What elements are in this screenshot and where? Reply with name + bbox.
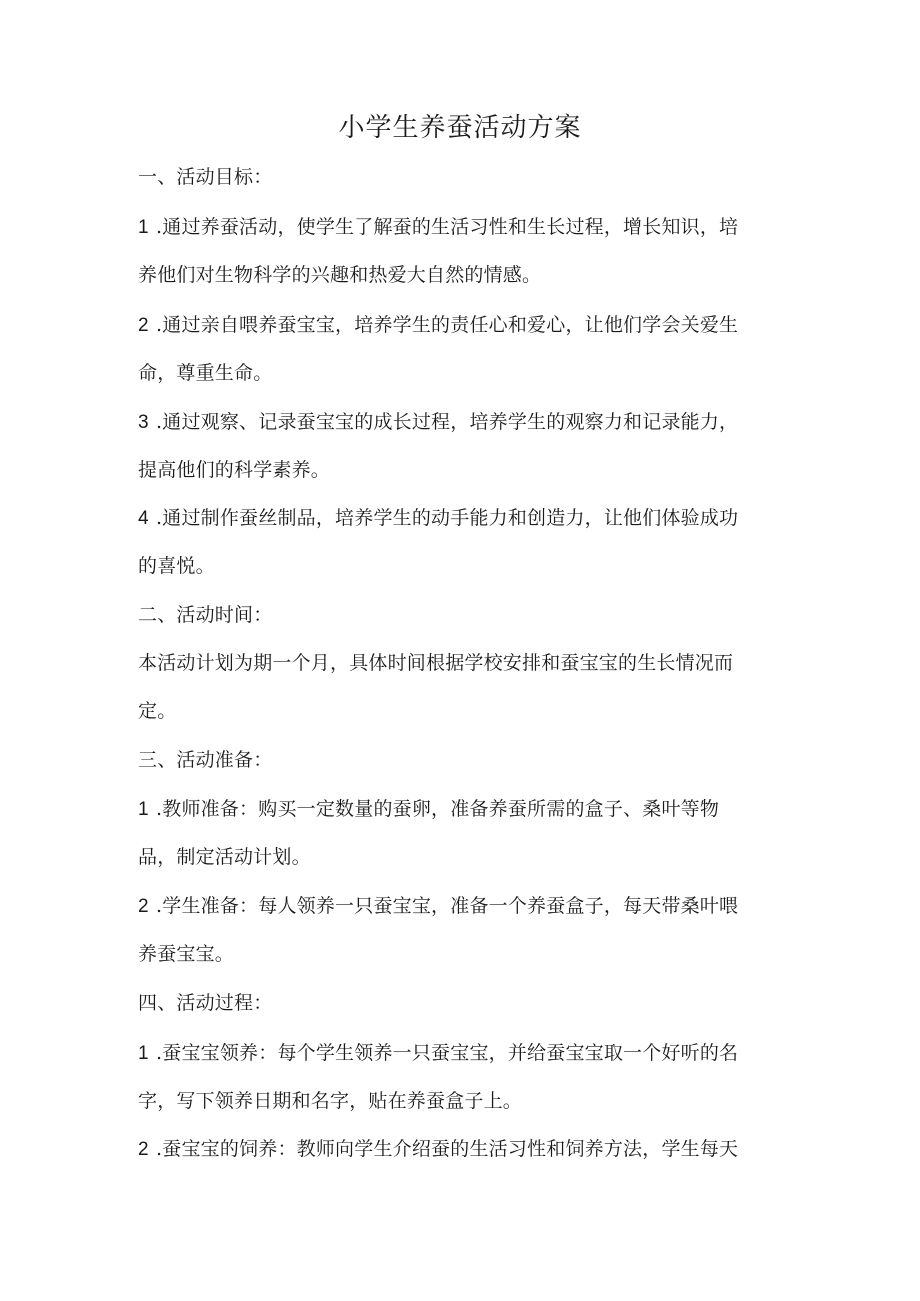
section-heading-goals: 一、活动目标： [138,166,273,188]
goal-item-4 [138,503,738,534]
paragraph-line: 提高他们的科学素养。 [138,459,331,481]
paragraph-line: 养蚕宝宝。 [138,943,235,965]
section-heading-preparation: 三、活动准备： [138,749,273,771]
paragraph-line: 字，写下领养日期和名字，贴在养蚕盒子上。 [138,1090,523,1112]
list-number: 3 [138,412,149,433]
paragraph-text: .学生准备：每人领养一只蚕宝宝，准备一个养蚕盒子，每天带桑叶喂 [156,895,739,917]
paragraph-text: .通过制作蚕丝制品，培养学生的动手能力和创造力，让他们体验成功 [156,507,739,529]
goal-item-2 [138,310,738,341]
paragraph-text: .通过养蚕活动，使学生了解蚕的生活习性和生长过程，增长知识，培 [156,216,739,238]
list-number: 2 [138,315,149,336]
list-number: 2 [138,896,149,917]
paragraph-line: 的喜悦。 [138,555,215,577]
prep-item-2 [138,891,738,922]
paragraph-line: 本活动计划为期一个月，具体时间根据学校安排和蚕宝宝的生长情况而 [138,652,734,674]
process-item-2 [138,1134,738,1165]
list-number: 1 [138,1043,149,1064]
paragraph-text: .蚕宝宝领养：每个学生领养一只蚕宝宝，并给蚕宝宝取一个好听的名 [156,1042,739,1064]
prep-item-1 [138,794,719,825]
list-number: 2 [138,1139,149,1160]
list-number: 4 [138,508,149,529]
paragraph-text: .通过亲自喂养蚕宝宝，培养学生的责任心和爱心，让他们学会关爱生 [156,314,739,336]
paragraph-text: .教师准备：购买一定数量的蚕卵，准备养蚕所需的盒子、桑叶等物 [156,798,720,820]
paragraph-line: 品，制定活动计划。 [138,846,311,868]
goal-item-3 [138,407,738,438]
paragraph-line: 命，尊重生命。 [138,362,273,384]
paragraph-text: .蚕宝宝的饲养：教师向学生介绍蚕的生活习性和饲养方法，学生每天 [156,1138,739,1160]
document-title: 小学生养蚕活动方案 [338,113,582,143]
paragraph-text: .通过观察、记录蚕宝宝的成长过程，培养学生的观察力和记录能力， [156,411,739,433]
paragraph-line: 养他们对生物科学的兴趣和热爱大自然的情感。 [138,264,542,286]
process-item-1 [138,1038,738,1069]
section-heading-process: 四、活动过程： [138,992,273,1014]
paragraph-line: 定。 [138,700,177,722]
goal-item-1 [138,212,738,243]
list-number: 1 [138,217,149,238]
list-number: 1 [138,799,149,820]
section-heading-time: 二、活动时间： [138,604,273,626]
